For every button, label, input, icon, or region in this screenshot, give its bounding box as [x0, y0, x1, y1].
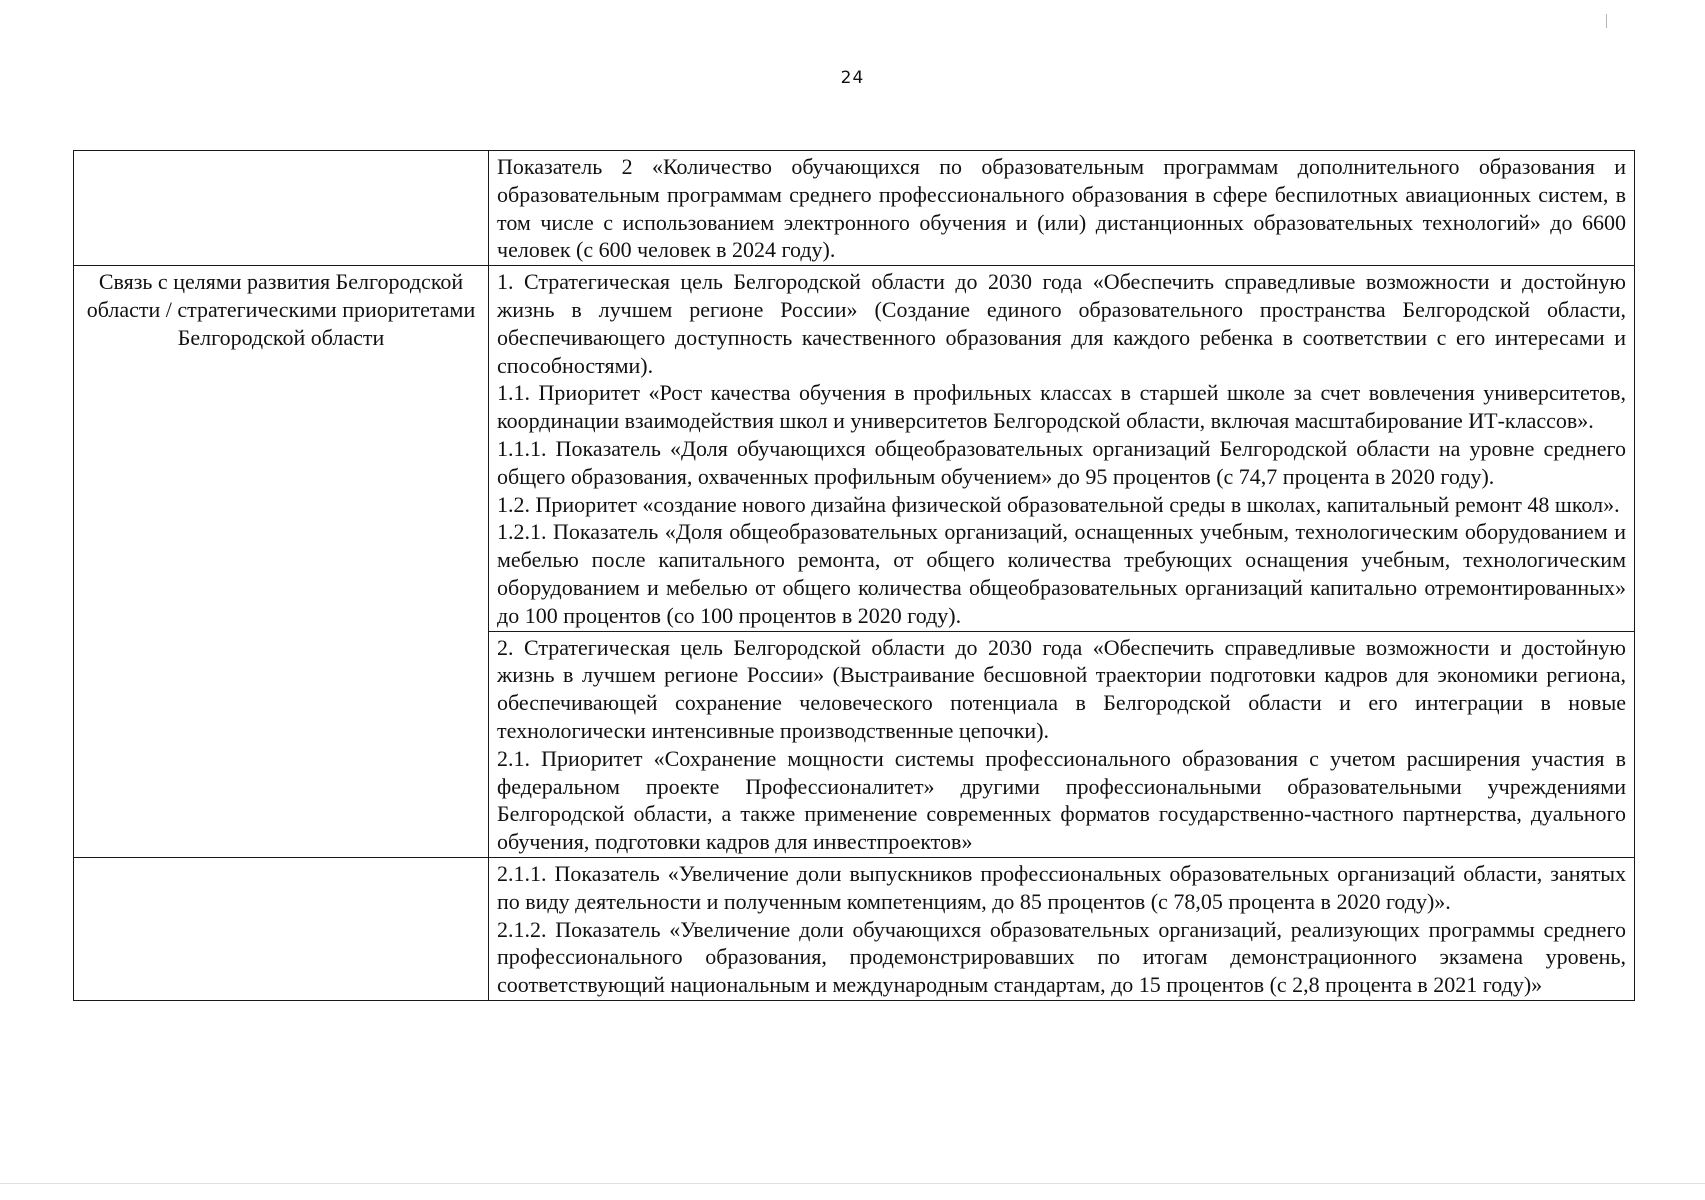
document-table [73, 150, 1635, 1001]
row-text-cell [489, 266, 1635, 631]
row-text-cell [489, 631, 1635, 857]
paragraph: 1. Стратегическая цель Белгородской области до 2030 года «Обеспечить справедливые возможности и достойную жизнь в лучшем регионе России» (Создание единого образовательного пространства Белгородской области, обеспечивающего доступность качественного образования для каждого ребенка в соответствии с его интересами и способностями). [497, 269, 1626, 378]
paragraph: 2.1.2. Показатель «Увеличение доли обучающихся образовательных организаций, реализующих программы среднего профессионального образования, продемонстрировавших по итогам демонстрационного экзамена уровень, соответствующий национальным и международным стандартам, до 15 процентов (с 2,8 процента в 2021 году)» [497, 916, 1626, 998]
paragraph: 1.2.1. Показатель «Доля общеобразовательных организаций, оснащенных учебным, технологическим оборудованием и мебелью после капитального ремонта, от общего количества требующих оснащения учебным, технологическим оборудованием и мебелью от общего количества общеобразовательных организаций капитально отремонтированных» до 100 процентов (со 100 процентов в 2020 году). [497, 519, 1626, 628]
paragraph: 1.1. Приоритет «Рост качества обучения в профильных классах в старшей школе за счет вовлечения университетов, координации взаимодействия школ и университетов Белгородской области, включая масштабирование ИТ-классов». [497, 380, 1626, 434]
table-row [74, 266, 1635, 631]
row-label-cell: Связь с целями развития Белгородской области / стратегическими приоритетами Белгородской области [74, 266, 489, 858]
paragraph: 2.1. Приоритет «Сохранение мощности системы профессионального образования с учетом расширения участия в федеральном проекте Профессионалитет» другими профессиональными образовательными учреждениями Белгородской области, а также применение современных форматов государственно-частного партнерства, дуального обучения, подготовки кадров для инвестпроектов» [497, 745, 1626, 855]
table-row [74, 857, 1635, 1000]
row-label-cell [74, 151, 489, 266]
table-row [74, 151, 1635, 266]
scan-corner-mark [1606, 14, 1607, 28]
paragraph: 2.1.1. Показатель «Увеличение доли выпускников профессиональных образовательных организаций области, занятых по виду деятельности и полученным компетенциям, до 85 процентов (с 78,05 процента в 2020 году)». [497, 860, 1626, 914]
row-label-cell [74, 857, 489, 1000]
paragraph: 1.2. Приоритет «создание нового дизайна физической образовательной среды в школах, капитальный ремонт 48 школ». [497, 491, 1620, 517]
paragraph: 1.1.1. Показатель «Доля обучающихся общеобразовательных организаций Белгородской области на уровне среднего общего образования, охваченных профильным обучением» до 95 процентов (с 74,7 процента в 2020 году). [497, 435, 1626, 489]
row-text-cell [489, 151, 1635, 266]
paragraph: Показатель 2 «Количество обучающихся по образовательным программам дополнительного образования и образовательным программам среднего профессионального образования в сфере беспилотных авиационных систем, в том числе с использованием электронного обучения и (или) дистанционных образовательных технологий» до 6600 человек (с 600 человек в 2024 году). [497, 154, 1626, 263]
row-text-cell [489, 857, 1635, 1000]
page-number: 24 [840, 68, 865, 88]
paragraph: 2. Стратегическая цель Белгородской области до 2030 года «Обеспечить справедливые возможности и достойную жизнь в лучшем регионе России» (Выстраивание бесшовной траектории подготовки кадров для экономики региона, обеспечивающей сохранение человеческого потенциала в Белгородской области и его интеграции в новые технологически интенсивные производственные цепочки). [497, 634, 1626, 743]
page-bottom-edge [0, 1183, 1705, 1184]
